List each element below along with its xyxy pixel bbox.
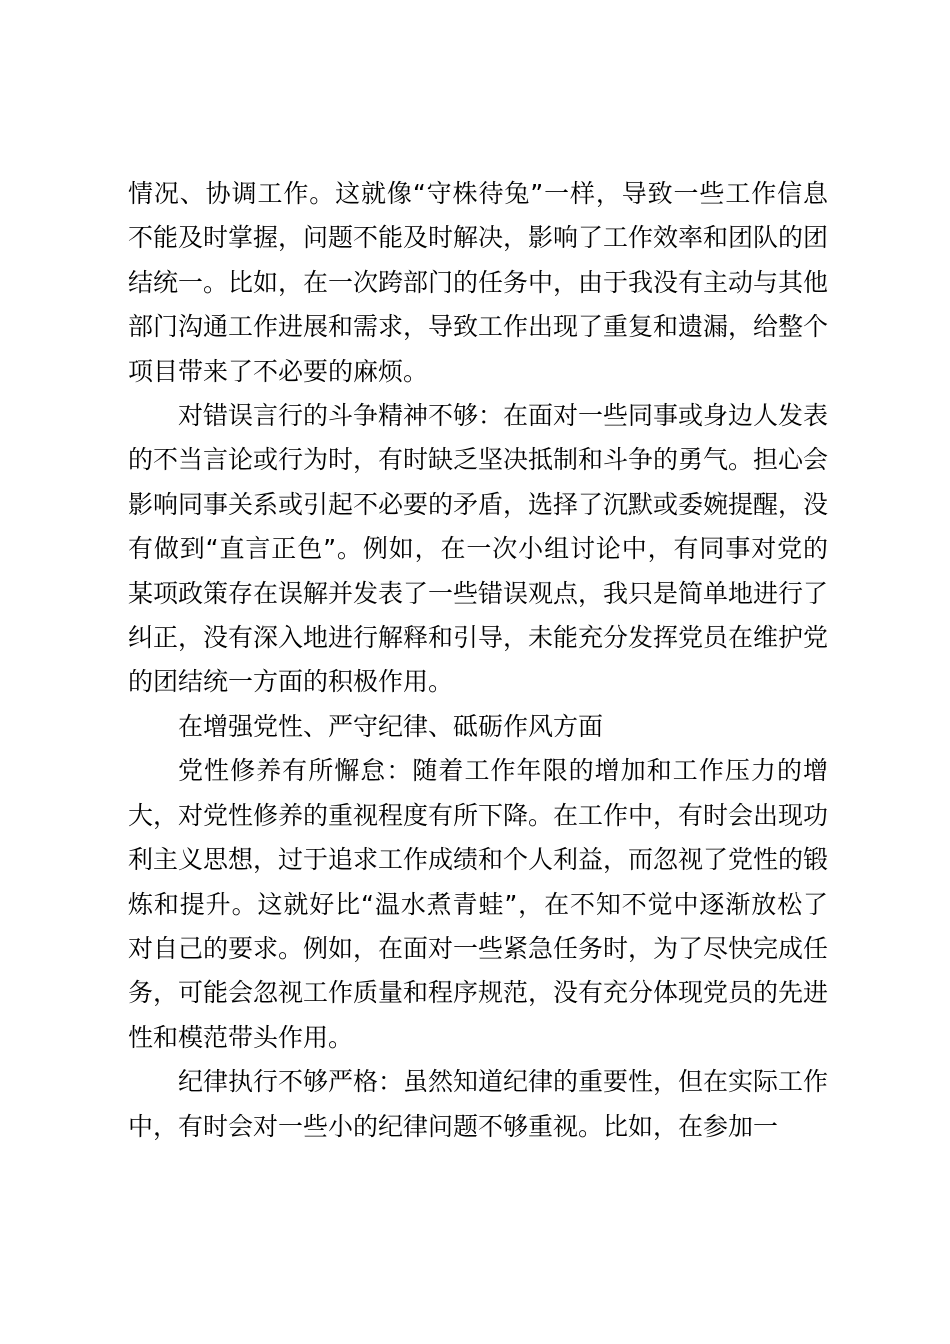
paragraph-party-cultivation: 党性修养有所懈怠：随着工作年限的增加和工作压力的增大，对党性修养的重视程度有所下降。在工作中，有时会出现功利主义思想，过于追求工作成绩和个人利益，而忽视了党性的锻炼和提升。这就好比“温水煮青蛙”，在不知不觉中逐渐放松了对自己的要求。例如，在面对一些紧急任务时，为了尽快完成任务，可能会忽视工作质量和程序规范，没有充分体现党员的先进性和模范带头作用。	[128, 756, 829, 1052]
paragraph-struggle-spirit: 对错误言行的斗争精神不够：在面对一些同事或身边人发表的不当言论或行为时，有时缺乏坚决抵制和斗争的勇气。担心会影响同事关系或引起不必要的矛盾，选择了沉默或委婉提醒，没有做到“直言正色”。例如，在一次小组讨论中，有同事对党的某项政策存在误解并发表了一些错误观点，我只是简单地进行了纠正，没有深入地进行解释和引导，未能充分发挥党员在维护党的团结统一方面的积极作用。	[128, 401, 829, 697]
paragraph-discipline: 纪律执行不够严格：虽然知道纪律的重要性，但在实际工作中，有时会对一些小的纪律问题不够重视。比如，在参加一	[128, 1067, 829, 1141]
section-heading: 在增强党性、严守纪律、砥砺作风方面	[178, 711, 604, 741]
document-body	[128, 172, 828, 1149]
paragraph-continuation: 情况、协调工作。这就像“守株待兔”一样，导致一些工作信息不能及时掌握，问题不能及时解决，影响了工作效率和团队的团结统一。比如，在一次跨部门的任务中，由于我没有主动与其他部门沟通工作进展和需求，导致工作出现了重复和遗漏，给整个项目带来了不必要的麻烦。	[128, 179, 829, 386]
